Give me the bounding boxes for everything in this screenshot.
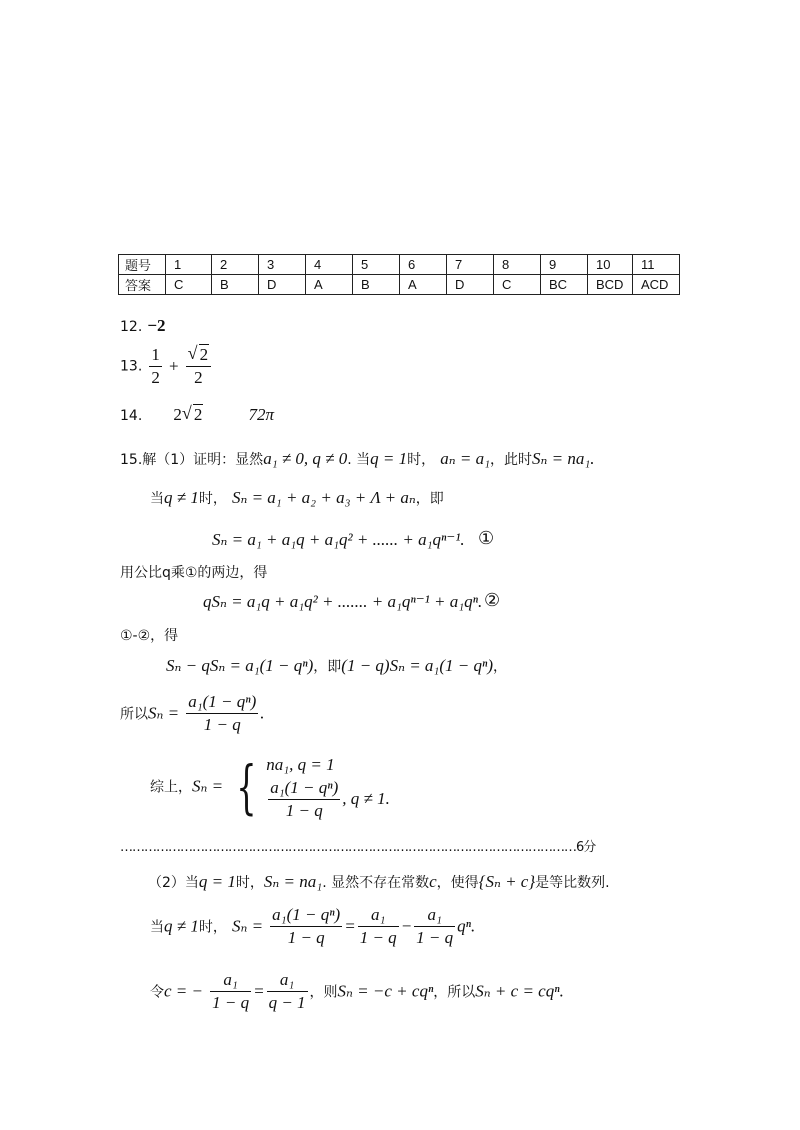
table-cell: 3 — [259, 255, 306, 275]
table-row — [119, 255, 680, 275]
table-cell: B — [212, 275, 259, 295]
math: Sₙ = a₁ + a₂ + a₃ + Λ + aₙ — [231, 488, 416, 507]
math: − — [400, 916, 413, 936]
table-cell: C — [166, 275, 212, 295]
text: （2）当 — [148, 875, 199, 891]
math: , q ≠ 1. — [342, 789, 390, 808]
table-cell: 8 — [494, 255, 541, 275]
table-cell: B — [353, 275, 400, 295]
text: . 显然不存在常数 — [322, 875, 430, 891]
numerator: √ 2 — [186, 345, 212, 367]
table-cell: BCD — [588, 275, 633, 295]
table-cell: 1 — [166, 255, 212, 275]
case — [266, 778, 390, 821]
table-cell: A — [306, 275, 353, 295]
multiply-text: 用公比q乘①的两边，得 — [120, 565, 268, 581]
question-number: 15. — [120, 452, 143, 468]
math: = — [253, 981, 265, 1001]
answer-13 — [120, 345, 213, 388]
equation-mark-2: ② — [484, 590, 501, 611]
text: ，所以 — [433, 984, 476, 1001]
math: Sₙ = — [148, 703, 180, 723]
table-cell: C — [494, 275, 541, 295]
fraction — [149, 345, 162, 388]
math: q ≠ 1 — [164, 916, 199, 936]
answer-value: 2 √ 2 — [173, 403, 203, 424]
table-cell: ACD — [633, 275, 680, 295]
math: {Sₙ + c} — [478, 872, 536, 891]
question-number: 13. — [120, 358, 143, 375]
text: ，则 — [309, 984, 338, 1001]
math: c = − — [164, 981, 203, 1001]
text: 解（1）证明：显然 — [142, 452, 264, 468]
answer-14 — [120, 405, 274, 425]
math: c — [429, 872, 437, 891]
fraction — [186, 692, 258, 735]
table-cell: 2 — [212, 255, 259, 275]
plus-sign: + — [168, 356, 179, 376]
denominator: 1 − q — [203, 715, 241, 734]
subtract-text: ①-②，得 — [120, 628, 179, 644]
brace: { — [236, 752, 257, 821]
table-cell: 4 — [306, 255, 353, 275]
text: 当 — [150, 919, 164, 936]
table-answer-label: 答案 — [119, 275, 166, 295]
text: 综上， — [150, 779, 192, 796]
question-number: 14. — [120, 408, 143, 424]
part-2 — [148, 872, 610, 892]
fraction: $\frac{\text{a₁}}{1 - q}$ — [359, 905, 397, 947]
part-2-line-3 — [150, 970, 564, 1013]
math: q ≠ 1 — [164, 488, 199, 507]
answer-table — [118, 254, 680, 295]
fraction: $\frac{\text{a₁}}{1 - q}$ — [416, 905, 454, 947]
score-dots: ……………………………………………………………………………………………………6分 — [120, 840, 596, 855]
table-cell: 10 — [588, 255, 633, 275]
so-line: 所以Sₙ = $\frac{\text{a₁(1 − qⁿ)}}{1 - q}$ . — [120, 692, 265, 734]
denominator: 1 − q — [285, 801, 323, 820]
equation-3 — [166, 656, 507, 676]
question-number: 12. — [120, 319, 143, 335]
fraction: $\frac{\text{a₁}}{q - 1}$ — [268, 970, 306, 1012]
equation-1: Sₙ = a₁ + a₁q + a₁q² + ...... + a₁qⁿ⁻¹. — [212, 530, 465, 549]
math: Sₙ = — [231, 916, 264, 936]
table-cell: 9 — [541, 255, 588, 275]
denominator: 2 — [151, 368, 160, 387]
numerator: 1 — [149, 345, 162, 367]
text: . 当 — [347, 452, 371, 468]
math: aₙ = a₁ — [440, 449, 491, 468]
table-row — [119, 275, 680, 295]
text: 时， — [198, 919, 227, 936]
text: ， — [493, 659, 507, 675]
table-cell: A — [400, 275, 447, 295]
part-2-line-2 — [150, 905, 475, 948]
table-cell: 11 — [633, 255, 680, 275]
math: Sₙ = na₁. — [532, 449, 595, 468]
fraction — [186, 345, 212, 388]
text: 当 — [150, 491, 164, 507]
table-cell: 7 — [447, 255, 494, 275]
text: 是等比数列. — [535, 875, 610, 891]
math: Sₙ = — [192, 776, 224, 796]
fraction: $\frac{\text{a₁}}{1 - q}$ — [212, 970, 250, 1012]
summary — [150, 752, 390, 821]
table-cell: D — [259, 275, 306, 295]
case: na₁, q = 1 — [266, 755, 335, 774]
answer-12 — [120, 316, 166, 336]
text: 时， — [407, 452, 436, 468]
text: ，即 — [415, 491, 444, 507]
radicand: 2 — [199, 345, 209, 364]
table-cell: 5 — [353, 255, 400, 275]
math: (1 − q)Sₙ = a₁(1 − qⁿ) — [341, 656, 493, 675]
text: 令 — [150, 984, 164, 1001]
answer-value: −2 — [147, 316, 166, 335]
denominator: 2 — [194, 368, 203, 387]
numerator: a₁(1 − qⁿ) — [268, 778, 340, 800]
text: ，此时 — [490, 452, 533, 468]
table-cell: D — [447, 275, 494, 295]
math: Sₙ = na₁ — [263, 872, 323, 891]
text: ，即 — [313, 659, 342, 675]
cases — [266, 752, 390, 821]
fraction: $\frac{\text{a₁(1 − qⁿ)}}{1 - q}$ — [272, 905, 341, 947]
table-cell: BC — [541, 275, 588, 295]
text: 时， — [198, 491, 227, 507]
line-q-not-1 — [150, 488, 444, 508]
math: q = 1 — [198, 872, 236, 891]
answer-value: 72π — [248, 405, 274, 424]
table-header-label: 题号 — [119, 255, 166, 275]
math: Sₙ − qSₙ = a₁(1 − qⁿ) — [166, 656, 314, 675]
math: Sₙ = −c + cqⁿ — [337, 981, 434, 1001]
text: 所以 — [120, 706, 148, 723]
text: 时， — [235, 875, 264, 891]
math: a₁ ≠ 0, q ≠ 0 — [263, 449, 348, 468]
numerator: a₁(1 − qⁿ) — [186, 692, 258, 714]
text: ，使得 — [436, 875, 479, 891]
equation-mark-1: ① — [478, 528, 495, 549]
equation-2: qSₙ = a₁q + a₁q² + ....... + a₁qⁿ⁻¹ + a₁qⁿ. — [203, 592, 483, 611]
math: = — [344, 916, 356, 936]
math: q = 1 — [370, 449, 408, 468]
table-cell: 6 — [400, 255, 447, 275]
fraction — [268, 778, 340, 821]
math: qⁿ. — [457, 916, 476, 936]
answer-15-intro — [120, 449, 595, 469]
math: Sₙ + c = cqⁿ. — [475, 981, 564, 1001]
